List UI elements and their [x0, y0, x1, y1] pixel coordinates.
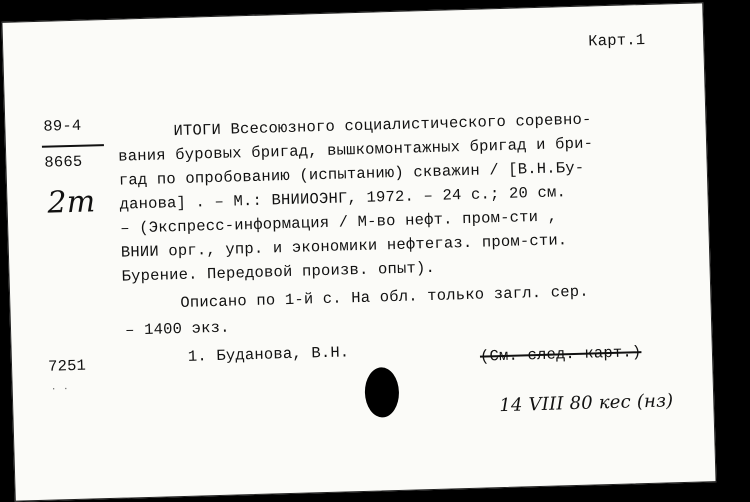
catalog-card [1, 2, 716, 501]
body-line-1: ИТОГИ Всесоюзного социалистического соревно- [173, 110, 592, 141]
body-line-4: данова] . – М.: ВНИИОЭНГ, 1972. – 24 с.; 20 см. [119, 183, 567, 214]
body-line-5: – (Экспресс-информация / М-во нефт. пром-сти , [120, 207, 558, 238]
shelf-number: 7251 [47, 356, 87, 376]
handwritten-note: 14 VIII 80 кес (нз) [499, 390, 674, 417]
inventory-number: 8665 [44, 152, 83, 172]
margin-mark: ٠ ٠ [50, 384, 69, 396]
call-number-divider [42, 144, 104, 148]
card-label: Карт.1 [587, 30, 646, 51]
body-line-7: Бурение. Передовой произв. опыт). [121, 258, 436, 286]
handwritten-code: 2m [47, 184, 96, 221]
body-line-2: вания буровых бригад, вышкомонтажных бригад и бри- [117, 134, 594, 166]
tracing-entry: 1. Буданова, В.Н. [187, 343, 350, 366]
crossed-note: (См. след. карт.) [479, 343, 642, 366]
body-line-3: гад по опробованию (испытанию) скважин / [В.Н.Бу- [118, 158, 585, 190]
body-line-8: Описано по 1-й с. На обл. только загл. сер. [180, 282, 590, 313]
punch-hole [364, 367, 399, 418]
call-number: 89-4 [43, 116, 82, 136]
body-line-9: – 1400 экз. [124, 318, 230, 340]
body-line-6: ВНИИ орг., упр. и экономики нефтегаз. пром-сти. [120, 231, 568, 262]
